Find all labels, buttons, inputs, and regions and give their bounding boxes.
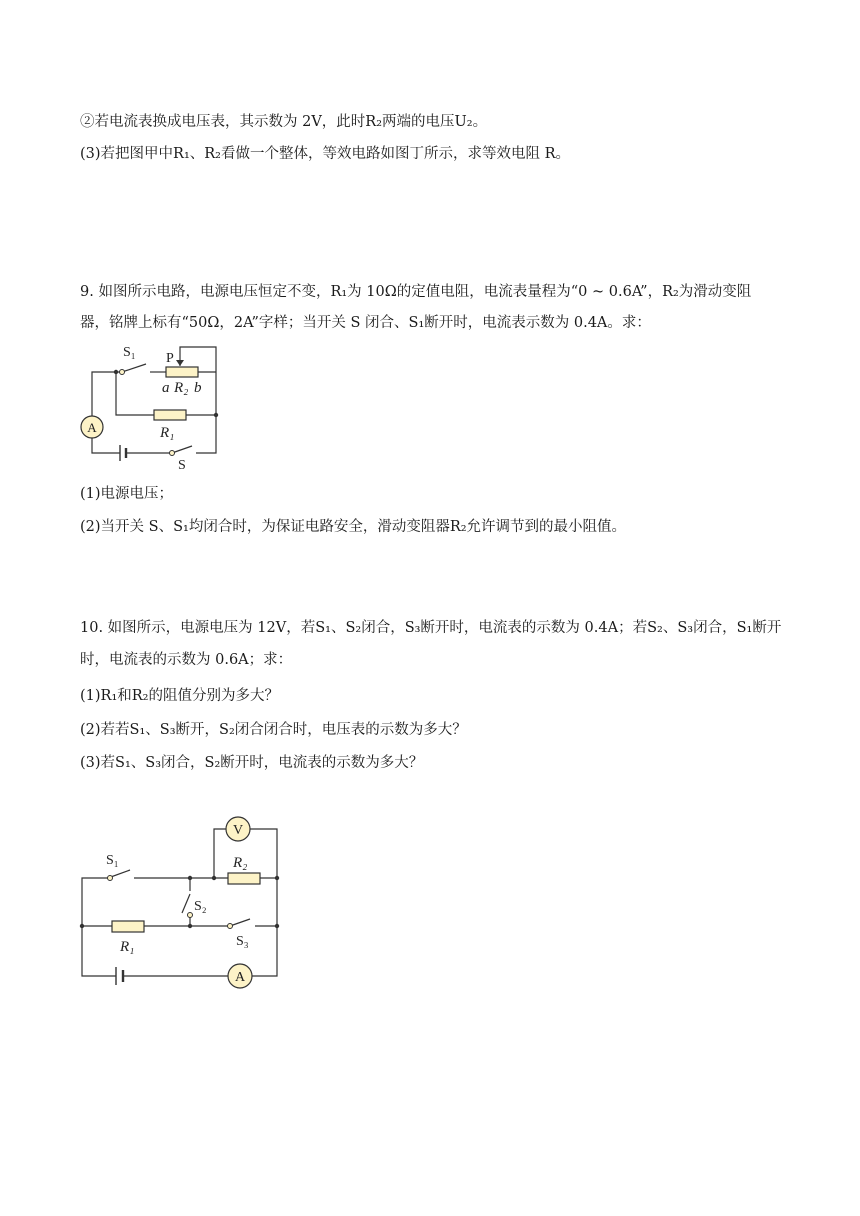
fig9-s-label: S: [178, 458, 186, 473]
q8-part2-text: ②若电流表换成电压表，其示数为 2V，此时R₂两端的电压U₂。: [80, 114, 488, 130]
fig9-b-label: b: [194, 380, 202, 396]
fig10-s2-label: S₂: [194, 899, 207, 914]
q9-part2-text: (2)当开关 S、S₁均闭合时，为保证电路安全，滑动变阻器R₂允许调节到的最小阻值。: [80, 519, 627, 535]
q10-stem-line2: 时，电流表的示数为 0.6A；求：: [80, 652, 293, 668]
fig9-r2-label: R₂: [174, 380, 189, 396]
q9-circuit-diagram: [70, 336, 240, 480]
fig10-r2-label: R₂: [233, 855, 248, 871]
fig10-s3-label: S₃: [236, 934, 249, 949]
q9-part1-text: (1)电源电压；: [80, 486, 174, 502]
fig9-a-label: a: [162, 380, 170, 396]
q10-part3-text: (3)若S₁、S₃闭合，S₂断开时，电流表的示数为多大？: [80, 755, 424, 771]
q10-circuit-diagram: [70, 812, 290, 1001]
fig10-voltmeter-label: V: [232, 823, 244, 838]
q10-part2-text: (2)若若S₁、S₃断开，S₂闭合闭合时，电压表的示数为多大？: [80, 722, 467, 738]
q10-stem-line1: 10. 如图所示，电源电压为 12V，若S₁、S₂闭合，S₃断开时，电流表的示数为 0.4A；若S₂、S₃闭合，S₁断开: [80, 620, 782, 636]
q8-part3-text: (3)若把图甲中R₁、R₂看做一个整体，等效电路如图丁所示，求等效电阻 R。: [80, 146, 571, 162]
q9-stem-line1: 9. 如图所示电路，电源电压恒定不变，R₁为 10Ω的定值电阻，电流表量程为“0 ~ 0.6A”，R₂为滑动变阻: [80, 284, 752, 300]
q10-part1-text: (1)R₁和R₂的阻值分别为多大？: [80, 688, 279, 704]
q9-stem-line2: 器，铭牌上标有“50Ω，2A”字样；当开关 S 闭合、S₁断开时，电流表示数为 0.4A。求：: [80, 315, 651, 331]
fig9-ammeter-label: A: [87, 420, 97, 435]
fig9-r1-label: R₁: [160, 425, 175, 441]
fig10-ammeter-label: A: [234, 970, 246, 985]
fig10-s1-label: S₁: [106, 853, 119, 868]
fig9-s1-label: S₁: [123, 345, 136, 360]
fig10-r1-label: R₁: [120, 939, 135, 955]
fig9-p-label: P: [166, 351, 174, 366]
